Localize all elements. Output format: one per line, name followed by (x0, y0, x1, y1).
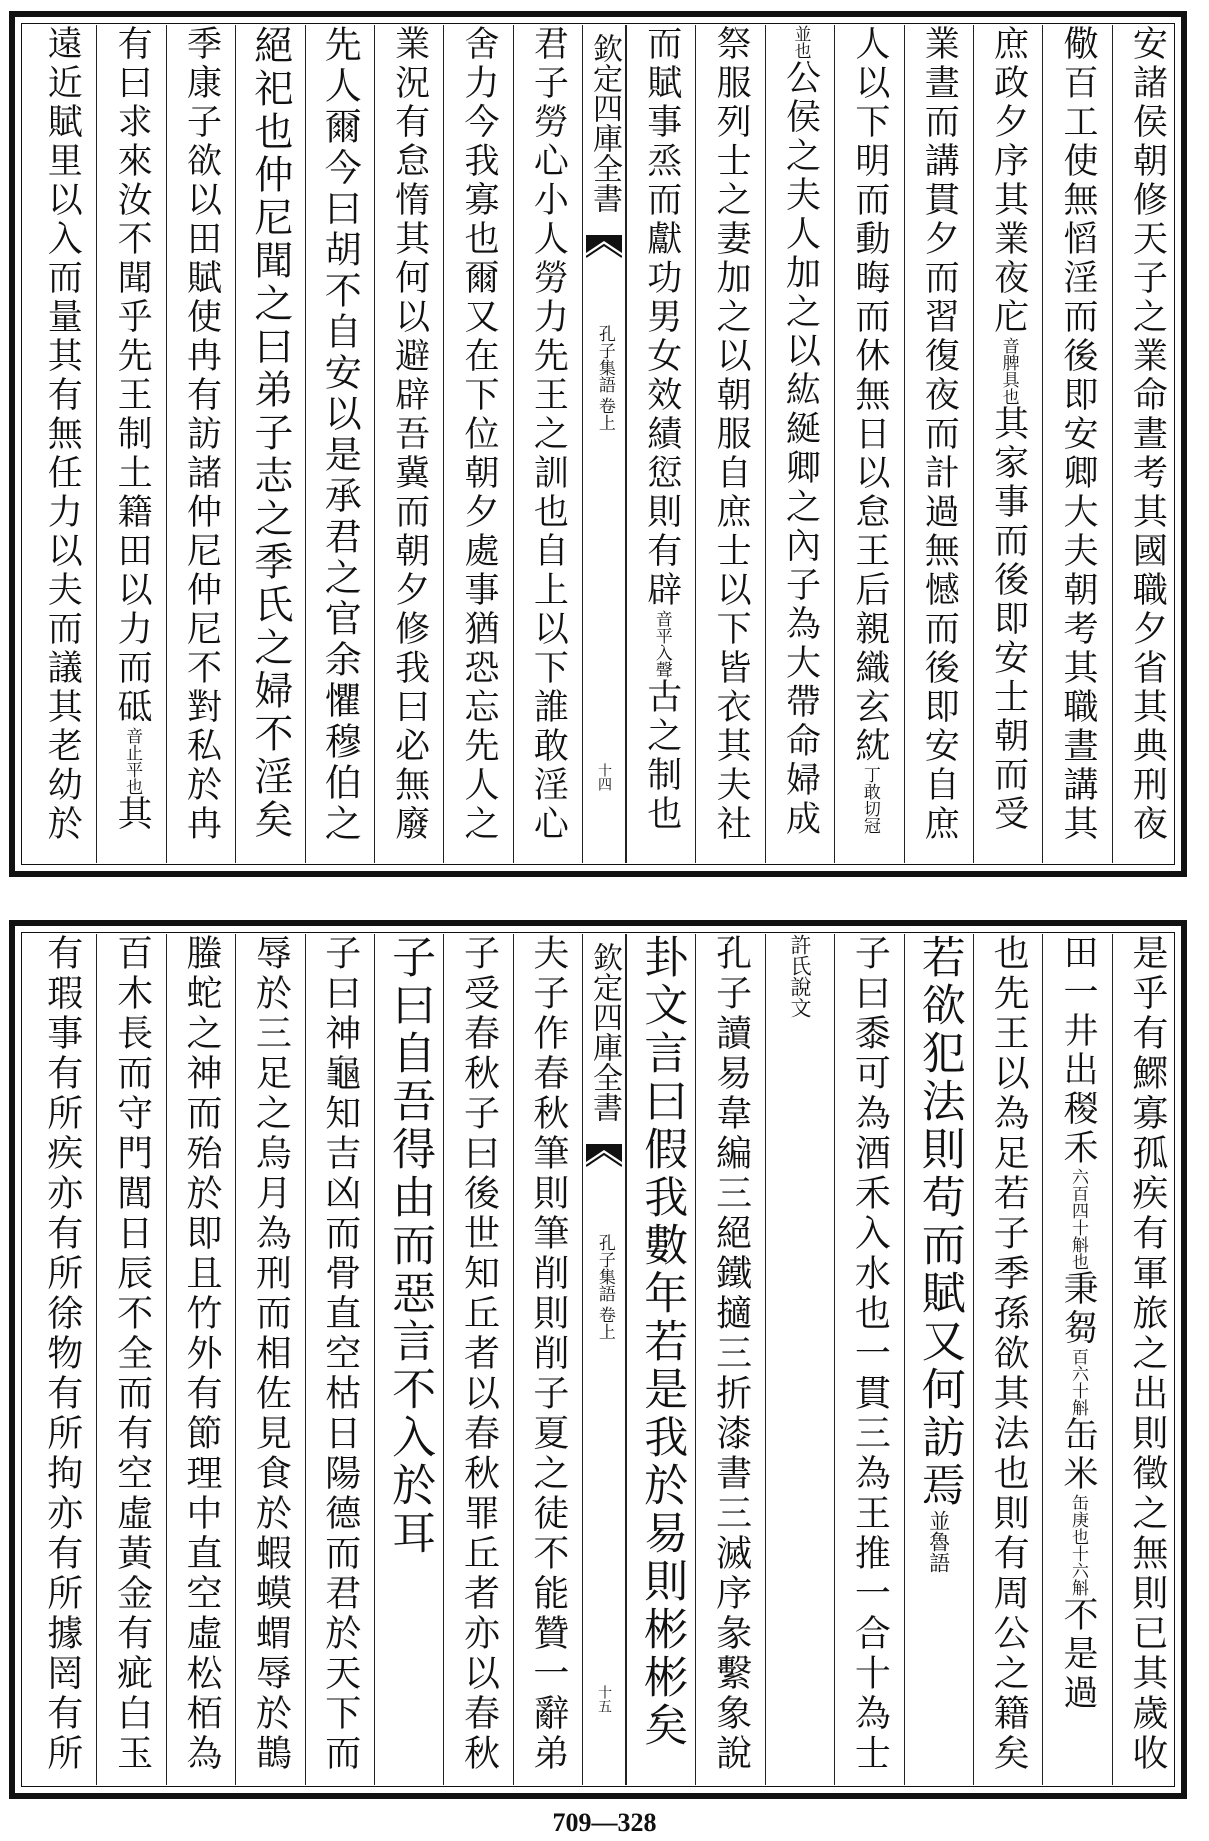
main-text: 舍力今我寡也爾又在下位朝夕處事猶恐忘先人之 (458, 25, 499, 844)
annotation-note: 丁敢切冠 (859, 766, 880, 834)
text-column (235, 934, 304, 1785)
text-column (834, 934, 903, 1785)
column-text (1057, 25, 1098, 844)
annotation-note: 音脾具也 (998, 337, 1019, 405)
column-text (636, 934, 688, 1750)
main-text: 孔子讀易韋編三絕鐵擿三折漆書三滅序彖繫象說 (710, 934, 752, 1774)
main-text: 若欲犯法則苟而賦又何訪焉 (913, 934, 965, 1510)
column-text (318, 25, 362, 845)
column-text (180, 934, 222, 1774)
main-text: 絕祀也仲尼聞之曰弟子志之季氏之婦不淫矣 (247, 25, 293, 842)
column-text (1057, 934, 1098, 1713)
fish-tail-mark-icon (586, 1144, 622, 1184)
main-text: 季康子欲以田賦使冉有訪諸仲尼仲尼不對私於冉 (181, 25, 222, 844)
main-text: 是乎有鰥寡孤疾有軍旅之出則徵之無則已其歲收 (1126, 934, 1168, 1774)
annotation-note: 音止平也 (122, 727, 143, 795)
main-text: 其家事而後即安士朝而受 (988, 405, 1029, 834)
column-text (42, 25, 83, 844)
main-text: 辱於三足之烏月為刑而相佐見食於蝦蟆蝟辱於鵲 (250, 934, 292, 1774)
text-column (27, 25, 96, 863)
bottom-page-panel (9, 920, 1187, 1799)
annotation-note: 音平入聲 (651, 610, 672, 678)
text-column (513, 25, 582, 863)
main-text: 先人爾今曰胡不自安以是承君之官余懼穆伯之 (318, 25, 362, 845)
main-text: 有瑕事有所疾亦有所徐物有所拘亦有所據罔有所 (41, 934, 83, 1774)
text-column (904, 934, 973, 1785)
text-column (834, 25, 903, 863)
main-text: 不是過 (1057, 1596, 1098, 1713)
main-text: 儆百工使無慆淫而後即安卿大夫朝考其職晝講其 (1057, 25, 1098, 844)
page-number-footer: 709—328 (552, 1808, 657, 1837)
text-column (765, 25, 834, 863)
main-text: 也先王以為足若子季孫欲其法也則有周公之籍矣 (988, 934, 1030, 1774)
column-text (849, 934, 891, 1774)
main-text: 秉芻 (1057, 1270, 1098, 1348)
main-text: 百木長而守門閭日辰不全而有空虛黃金有疵白玉 (111, 934, 153, 1774)
column-text (711, 25, 752, 844)
main-text: 夫子作春秋筆則筆削則削子夏之徒不能贊一辭弟 (527, 934, 569, 1774)
annotation-note: 百六十斛 (1067, 1348, 1088, 1416)
annotation-note: 六百四十斛也 (1067, 1168, 1088, 1270)
spine-collection-title: 欽定四庫全書 (587, 942, 622, 1122)
text-column (374, 934, 443, 1785)
column-text (988, 25, 1029, 834)
text-column (1112, 934, 1181, 1785)
column-text (528, 25, 569, 844)
main-text: 子受春秋子曰後世知丘者以春秋罪丘者亦以春秋 (458, 934, 500, 1774)
column-text (41, 934, 83, 1774)
annotation-note: 並魯語 (926, 1510, 951, 1573)
annotation-note: 許氏說文 (787, 934, 812, 1018)
fish-tail-mark-icon (586, 235, 622, 275)
main-text: 子曰黍可為酒禾入水也一貫三為王推一合十為士 (849, 934, 891, 1774)
spine-collection-title: 欽定四庫全書 (587, 33, 622, 213)
column-text (112, 25, 153, 834)
main-text: 君子勞心小人勞力先王之訓也自上以下誰敢淫心 (528, 25, 569, 844)
column-text (913, 934, 965, 1573)
column-text (780, 25, 821, 839)
main-text: 卦文言曰假我數年若是我於易則彬彬矣 (636, 934, 688, 1750)
text-column (166, 25, 235, 863)
text-column (305, 25, 374, 863)
text-column (1042, 934, 1111, 1785)
column-text (250, 934, 292, 1774)
main-text: 安諸侯朝修天子之業命晝考其國職夕省其典刑夜 (1127, 25, 1168, 844)
text-column (96, 25, 165, 863)
main-text: 庶政夕序其業夜庀 (988, 25, 1029, 337)
text-column (1042, 25, 1111, 863)
main-text: 螣蛇之神而殆於即且竹外有節理中直空虛松栢為 (180, 934, 222, 1774)
text-column (1112, 25, 1181, 863)
column-text (389, 25, 430, 844)
text-column (305, 934, 374, 1785)
text-column (166, 934, 235, 1785)
text-column (626, 934, 695, 1785)
text-column (443, 934, 512, 1785)
book-spine-margin (582, 934, 626, 1785)
text-column (626, 25, 695, 863)
column-text (111, 934, 153, 1774)
column-text (1126, 934, 1168, 1774)
annotation-note: 並也 (790, 25, 811, 59)
main-text: 有曰求來汝不聞乎先王制土籍田以力而砥 (112, 25, 153, 727)
text-column (513, 934, 582, 1785)
column-text (778, 934, 822, 1018)
main-text: 業晝而講貫夕而習復夜而計過無憾而後即安自庶 (919, 25, 960, 844)
main-text: 遠近賦里以入而量其有無任力以夫而議其老幼於 (42, 25, 83, 844)
column-text (641, 25, 682, 834)
main-text: 而賦事烝而獻功男女效績愆則有辟 (641, 25, 682, 610)
spine-book-name: 孔子集語 (594, 1234, 615, 1302)
text-column (374, 25, 443, 863)
column-text (458, 25, 499, 844)
text-column (765, 934, 834, 1785)
main-text: 古之制也 (641, 678, 682, 834)
text-column (904, 25, 973, 863)
column-text (247, 25, 293, 842)
column-text (710, 934, 752, 1774)
text-column (96, 934, 165, 1785)
text-column (27, 934, 96, 1785)
annotation-note: 缶庚也十六斛 (1067, 1494, 1088, 1596)
main-text: 業況有怠惰其何以避辟吾冀而朝夕修我曰必無廢 (389, 25, 430, 844)
main-text: 祭服列士之妻加之以朝服自庶士以下皆衣其夫社 (711, 25, 752, 844)
main-text: 人以下明而動晦而休無日以怠王后親織玄紞 (849, 25, 890, 766)
main-text: 缶米 (1057, 1416, 1098, 1494)
column-text (384, 934, 436, 1558)
spine-book-name: 孔子集語 (594, 325, 615, 393)
column-text (919, 25, 960, 844)
text-column (973, 934, 1042, 1785)
text-column (695, 934, 764, 1785)
spine-volume: 卷上 (594, 1306, 615, 1340)
top-page-panel (9, 11, 1187, 877)
column-text (849, 25, 890, 834)
column-text (458, 934, 500, 1774)
main-text: 子曰神龜知吉凶而骨直空枯日陽德而君於天下而 (319, 934, 361, 1774)
text-column (235, 25, 304, 863)
spine-book-title (595, 1234, 613, 1340)
column-text (181, 25, 222, 844)
spine-page-number: 十五 (596, 1685, 612, 1713)
main-text: 公侯之夫人加之以紘綖卿之內子為大帶命婦成 (780, 59, 821, 839)
column-text (988, 934, 1030, 1774)
column-text (319, 934, 361, 1774)
text-column (973, 25, 1042, 863)
column-text (1127, 25, 1168, 844)
text-column (695, 25, 764, 863)
spine-volume: 卷上 (594, 397, 615, 431)
main-text: 其 (112, 795, 153, 834)
main-text: 子曰自吾得由而惡言不入於耳 (384, 934, 436, 1558)
text-column (443, 25, 512, 863)
column-text (527, 934, 569, 1774)
spine-book-title (595, 325, 613, 431)
book-spine-margin (582, 25, 626, 863)
spine-page-number: 十四 (596, 763, 612, 791)
main-text: 田一井出稯禾 (1057, 934, 1098, 1168)
